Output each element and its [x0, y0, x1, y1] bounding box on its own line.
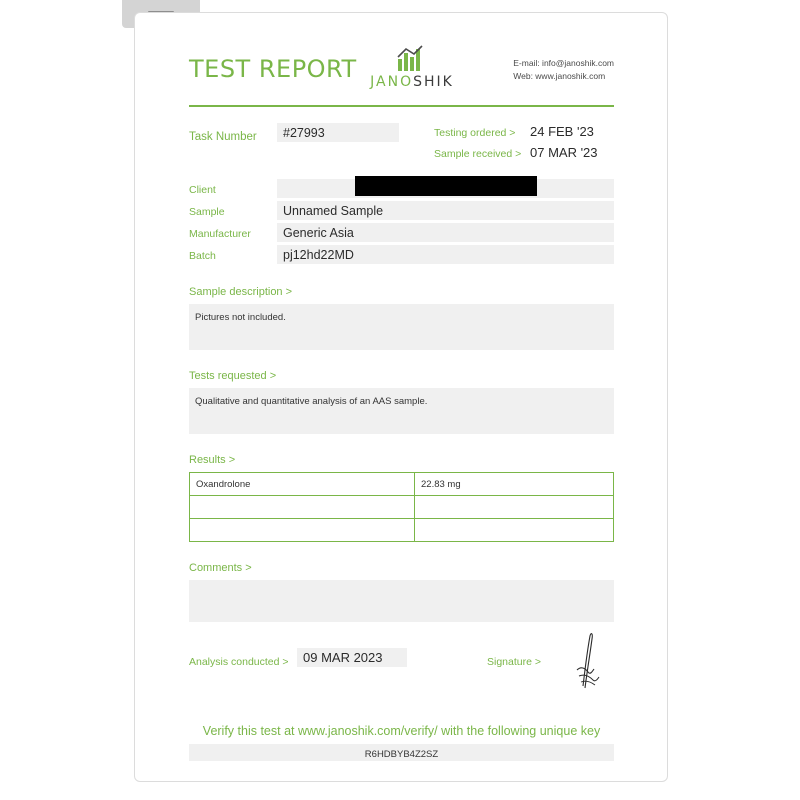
batch-label: Batch [189, 250, 216, 262]
page-title: TEST REPORT [189, 55, 357, 83]
sample-field [277, 201, 614, 220]
testing-ordered-label: Testing ordered > [434, 127, 516, 139]
info-row-sample [189, 201, 614, 222]
manufacturer-value: Generic Asia [283, 226, 354, 240]
info-row-batch [189, 245, 614, 266]
analysis-date-field [297, 648, 407, 667]
result-amount [415, 519, 614, 542]
client-redaction-bar [355, 176, 537, 196]
sample-description-text: Pictures not included. [195, 312, 286, 323]
comments-section [189, 562, 614, 622]
contact-info [513, 57, 614, 83]
bar-chart-logo-icon [364, 45, 460, 73]
logo-wordmark [364, 74, 460, 90]
info-row-manufacturer [189, 223, 614, 244]
analysis-date-value: 09 MAR 2023 [303, 650, 383, 665]
comments-box [189, 580, 614, 622]
results-section [189, 454, 614, 542]
result-substance [190, 496, 415, 519]
sample-description-section [189, 286, 614, 350]
analysis-conducted-label: Analysis conducted > [189, 656, 289, 668]
results-table [189, 472, 614, 542]
sample-received-value: 07 MAR '23 [530, 145, 598, 160]
results-heading: Results > [189, 454, 236, 466]
janoshik-logo [364, 45, 460, 90]
testing-ordered-value: 24 FEB '23 [530, 124, 594, 139]
table-row [190, 496, 614, 519]
sample-info-block [189, 179, 614, 266]
task-number-field [277, 123, 399, 142]
result-amount [415, 496, 614, 519]
analysis-row [189, 648, 614, 688]
result-amount: 22.83 mg [415, 473, 614, 496]
client-field [277, 179, 614, 198]
sample-value: Unnamed Sample [283, 204, 384, 218]
document-sheet [134, 12, 668, 782]
verify-key-value: R6HDBYB4Z2SZ [364, 749, 439, 760]
verify-key-box [189, 744, 614, 761]
batch-value: pj12hd22MD [283, 248, 354, 262]
manufacturer-label: Manufacturer [189, 228, 251, 240]
report-header [189, 43, 614, 105]
manufacturer-field [277, 223, 614, 242]
client-label: Client [189, 184, 216, 196]
table-row [190, 473, 614, 496]
tests-requested-heading: Tests requested > [189, 370, 277, 382]
batch-field [277, 245, 614, 264]
task-row [189, 123, 614, 163]
document-content [189, 43, 614, 761]
sample-label: Sample [189, 206, 225, 218]
sample-description-box [189, 304, 614, 350]
signature-label: Signature > [487, 656, 541, 668]
contact-web: Web: www.janoshik.com [513, 71, 606, 81]
sample-received-label: Sample received > [434, 148, 522, 160]
dates-block [434, 123, 614, 165]
table-row [190, 519, 614, 542]
sample-description-heading: Sample description > [189, 286, 293, 298]
task-number-label: Task Number [189, 131, 257, 143]
result-substance: Oxandrolone [190, 473, 415, 496]
verify-section [189, 724, 614, 761]
handwritten-signature-icon [559, 630, 629, 692]
tests-requested-text: Qualitative and quantitative analysis of an AAS sample. [195, 396, 428, 407]
date-row-ordered [434, 123, 614, 144]
tests-requested-section [189, 370, 614, 434]
contact-email: E-mail: info@janoshik.com [513, 58, 614, 68]
header-divider [189, 105, 614, 107]
comments-heading: Comments > [189, 562, 252, 574]
tests-requested-box [189, 388, 614, 434]
info-row-client [189, 179, 614, 200]
result-substance [190, 519, 415, 542]
task-number-value: #27993 [283, 126, 325, 140]
date-row-received [434, 144, 614, 165]
verify-text: Verify this test at www.janoshik.com/verify/ with the following unique key [202, 724, 601, 738]
logo-word-part1: JANO [370, 74, 414, 90]
logo-word-part2: SHIK [413, 74, 454, 90]
